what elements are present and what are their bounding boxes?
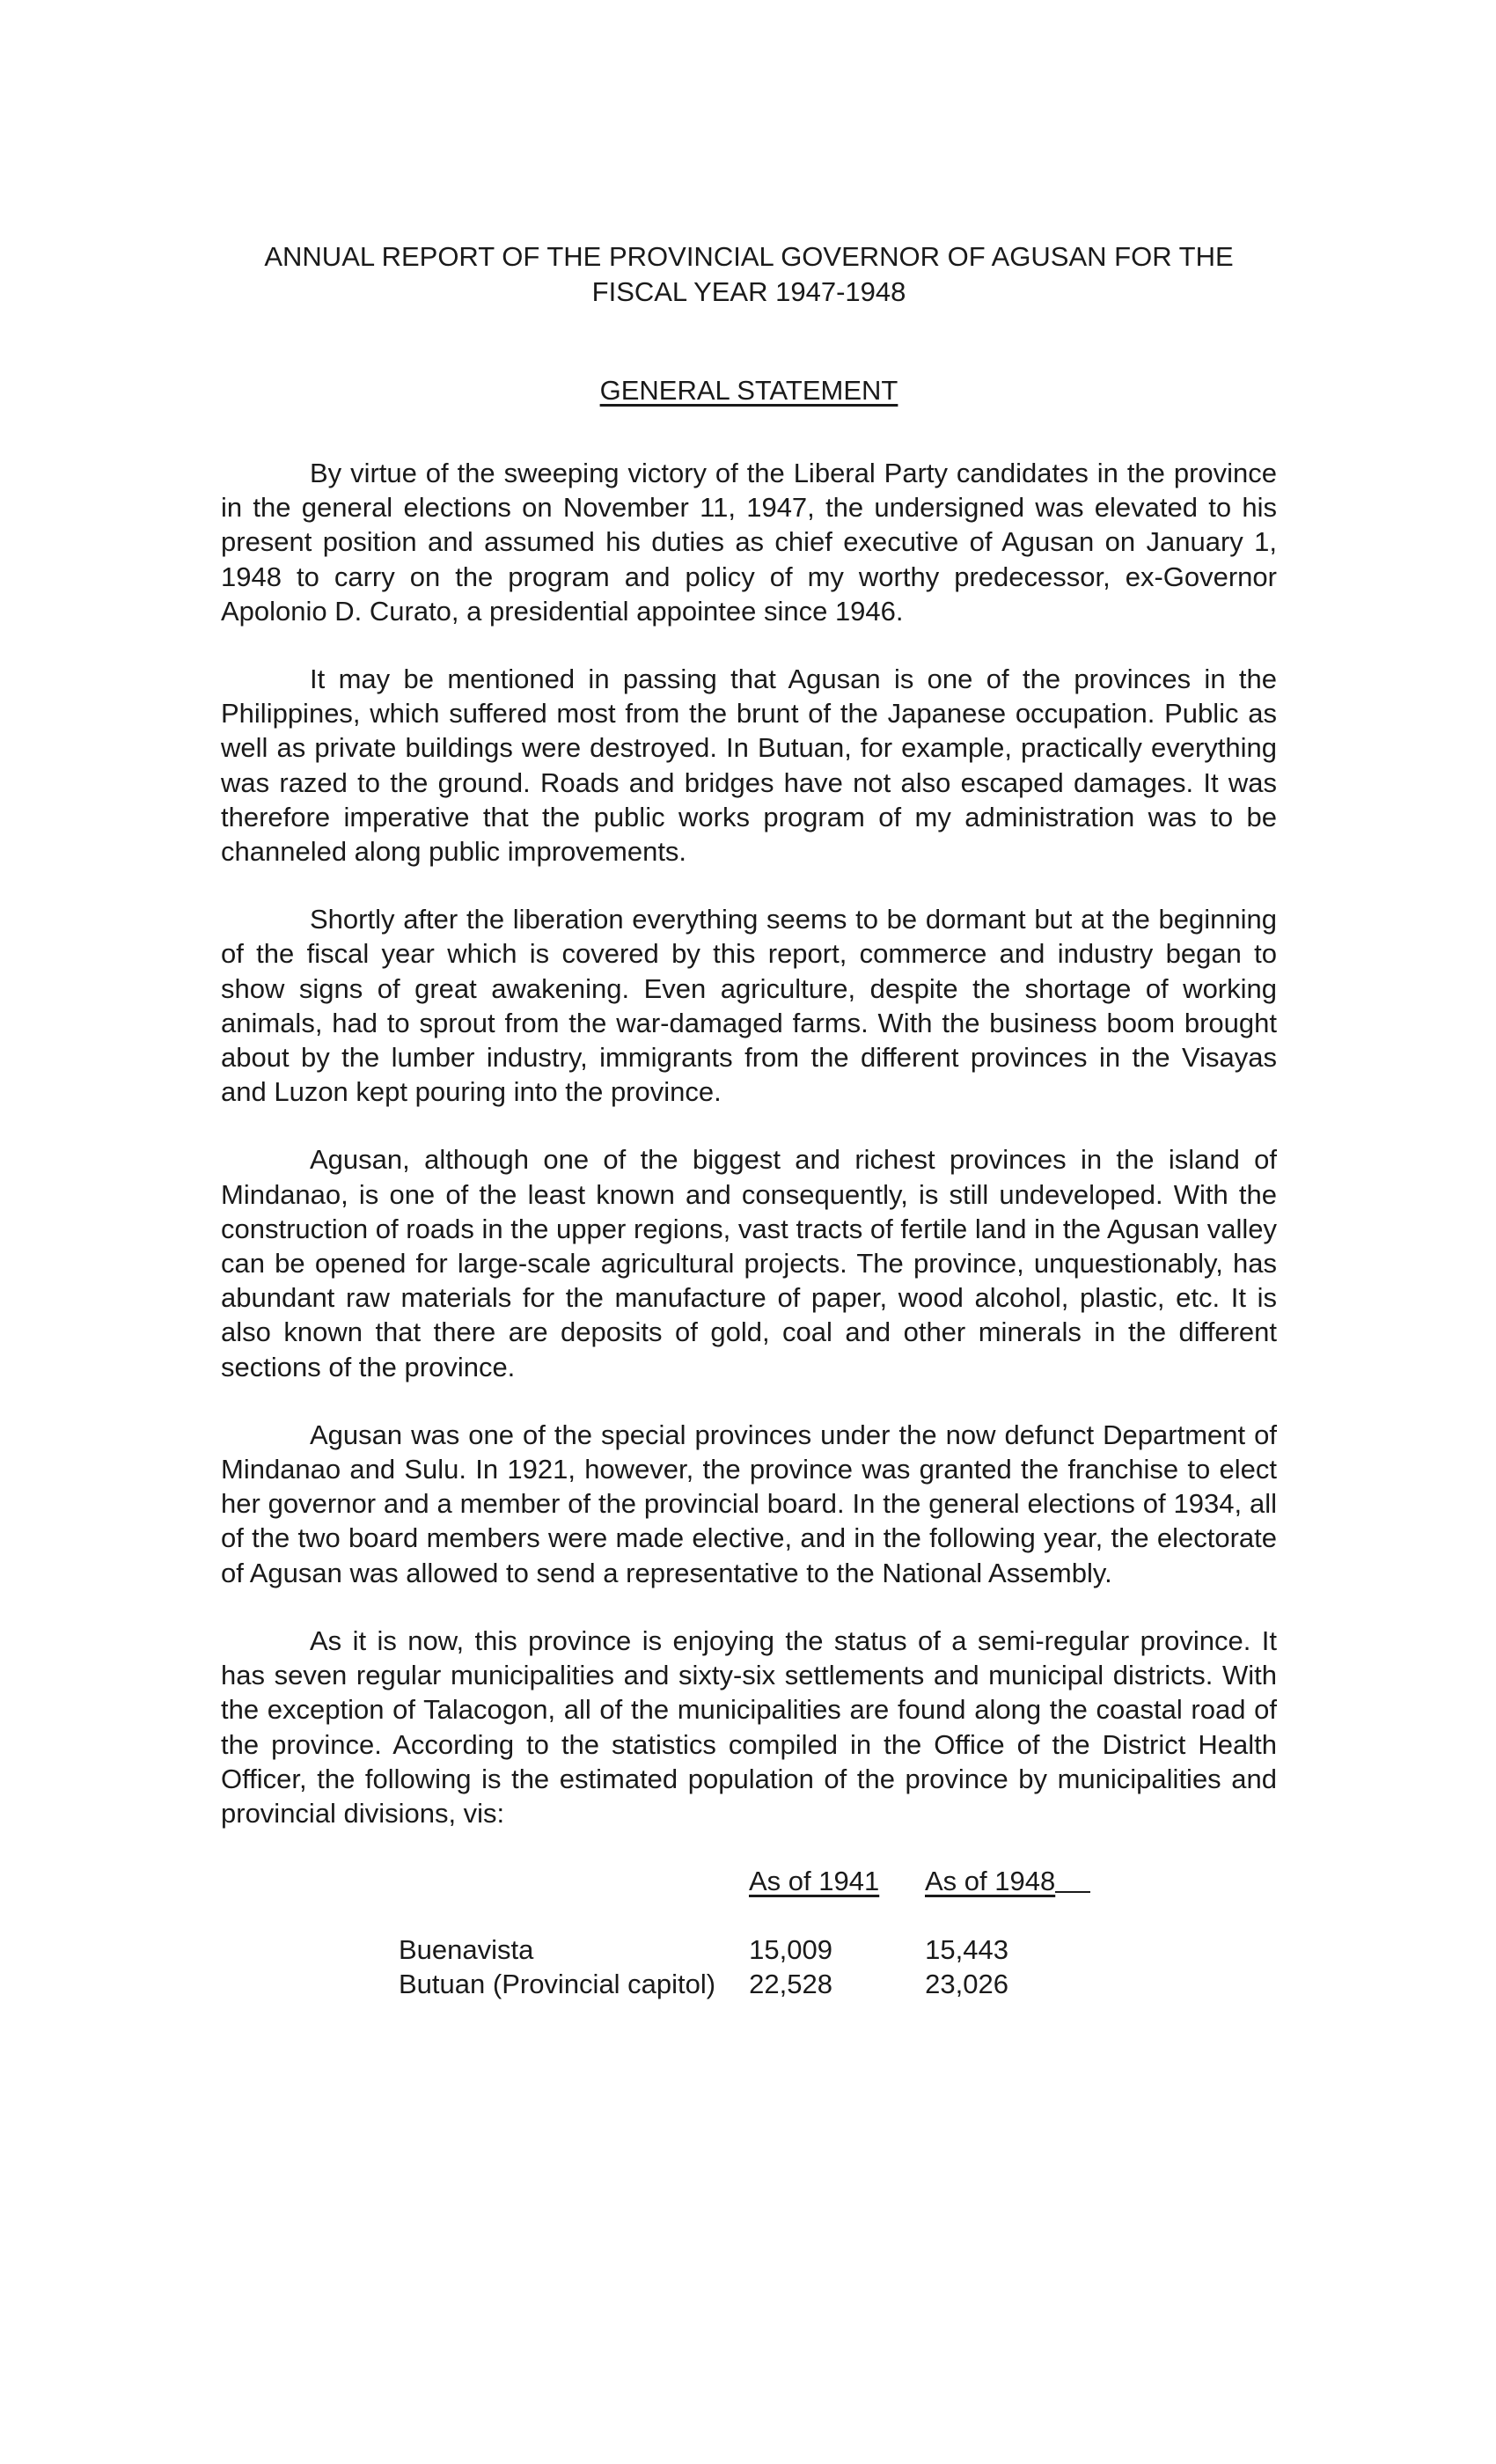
report-title	[221, 239, 1277, 310]
paragraph-2: It may be mentioned in passing that Agusan is one of the provinces in the Philippines, which suffered most from the brunt of the Japanese occupation. Public as well as private buildings were destroyed. In Butuan, for example, practically everything was razed to the ground. Roads and bridges have not also escaped damages. It was therefore imperative that the public works program of my administration was to be channeled along public improvements.	[221, 664, 1277, 868]
paragraph-4: Agusan, although one of the biggest and richest provinces in the island of Mindanao, is one of the least known and consequently, is still undeveloped. With the construction of roads in the upper regions, vast tracts of fertile land in the Agusan valley can be opened for large-scale agricultural projects. The province, unquestionably, has abundant raw materials for the manufacture of paper, wood alcohol, plastic, etc. It is also known that there are deposits of gold, coal and other minerals in the different sections of the province.	[221, 1144, 1277, 1382]
table-row	[221, 1932, 1277, 1967]
column-header-1948	[925, 1864, 1090, 1898]
paragraph-1: By virtue of the sweeping victory of the Liberal Party candidates in the province in the general elections on November 11, 1947, the undersigned was elevated to his present position and assumed his duties as chief executive of Agusan on January 1, 1948 to carry on the program and policy of my worthy predecessor, ex-Governor Apolonio D. Curato, a presidential appointee since 1946.	[221, 458, 1277, 627]
header-underline-extension	[1055, 1890, 1090, 1893]
population-table	[221, 1864, 1277, 2001]
body-paragraphs	[221, 456, 1277, 1830]
column-header-1941: As of 1941	[749, 1866, 880, 1897]
population-1941: 15,009	[749, 1934, 832, 1966]
population-1948: 15,443	[925, 1934, 1008, 1966]
table-row	[221, 1967, 1277, 2001]
column-header-1948-text: As of 1948	[925, 1866, 1056, 1897]
population-table-header	[221, 1864, 1277, 1898]
population-1948: 23,026	[925, 1969, 1008, 2000]
population-1941: 22,528	[749, 1969, 832, 2000]
document-page	[221, 239, 1277, 2001]
municipality-name: Buenavista	[399, 1934, 534, 1966]
paragraph-6: As it is now, this province is enjoying the status of a semi-regular province. It has seven regular municipalities and sixty-six settlements and municipal districts. With the exception of Talacogon, all of the municipalities are found along the coastal road of the province. According to the statistics compiled in the Office of the District Health Officer, the following is the estimated population of the province by municipalities and provincial divisions, vis:	[221, 1624, 1277, 1829]
section-heading	[221, 373, 1277, 408]
paragraph-3: Shortly after the liberation everything seems to be dormant but at the beginning of the fiscal year which is covered by this report, commerce and industry began to show signs of great awakening. Even agriculture, despite the shortage of working animals, had to sprout from the war-damaged farms. With the business boom brought about by the lumber industry, immigrants from the different provinces in the Visayas and Luzon kept pouring into the province.	[221, 904, 1277, 1108]
section-heading-text: GENERAL STATEMENT	[599, 375, 898, 406]
report-title-line-1: ANNUAL REPORT OF THE PROVINCIAL GOVERNOR OF AGUSAN FOR THE	[264, 241, 1234, 272]
paragraph-5: Agusan was one of the special provinces under the now defunct Department of Mindanao and Sulu. In 1921, however, the province was granted the franchise to elect her governor and a member of the provincial board. In the general elections of 1934, all of the two board members were made elective, and in the following year, the electorate of Agusan was allowed to send a representative to the National Assembly.	[221, 1419, 1277, 1588]
population-table-rows	[221, 1932, 1277, 2001]
municipality-name: Butuan (Provincial capitol)	[399, 1969, 716, 2000]
report-title-line-2: FISCAL YEAR 1947-1948	[591, 276, 906, 307]
